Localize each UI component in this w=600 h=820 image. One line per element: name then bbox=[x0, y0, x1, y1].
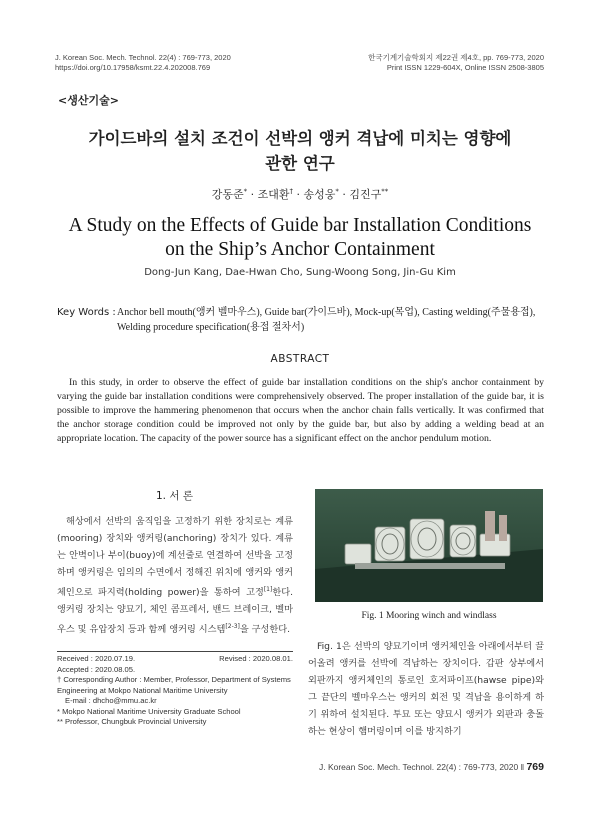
page-footer bbox=[319, 761, 544, 773]
english-title-line2: on the Ship’s Anchor Containment bbox=[165, 239, 435, 260]
footnote-divider bbox=[57, 651, 293, 652]
korean-authors bbox=[0, 186, 600, 202]
author-4-mark: ** bbox=[381, 187, 389, 196]
keywords bbox=[57, 305, 557, 335]
author-separator: · bbox=[338, 188, 350, 201]
intro-text-c: 을 구성한다. bbox=[239, 624, 291, 636]
received-date: Received : 2020.07.19. bbox=[57, 654, 136, 663]
author-separator: · bbox=[247, 188, 258, 201]
section-tag: <생산기술> bbox=[58, 94, 119, 107]
corresponding-author: † Corresponding Author : Member, Professor, Department of Systems Engineering at Mokpo National Maritime University bbox=[57, 675, 291, 695]
corresponding-email[interactable]: E-mail : dhcho@mmu.ac.kr bbox=[65, 696, 157, 705]
intro-text-b: 한다. 앵커링 장치는 양묘기, 체인 콤프레서, 밴드 브레이크, 벨마우스 및 유압장치 등과 함께 앵커링 시스템 bbox=[57, 587, 293, 636]
author-1-mark: * bbox=[243, 187, 248, 196]
figure-caption: Fig. 1 Mooring winch and windlass bbox=[361, 611, 497, 621]
mooring-winch-figure bbox=[315, 489, 543, 602]
english-title bbox=[40, 214, 560, 262]
affiliation-note-1: * Mokpo National Maritime University Graduate School bbox=[57, 706, 241, 716]
korean-title-line2: 관한 연구 bbox=[265, 154, 335, 173]
author-3: 송성웅 bbox=[303, 188, 336, 201]
introduction-paragraph bbox=[57, 513, 293, 638]
issn-line: Print ISSN 1229-604X, Online ISSN 2508-3805 bbox=[386, 63, 544, 72]
abstract-text: In this study, in order to observe the effect of guide bar installation conditions on the ship's anchor containment by varying the guide bar installation conditions were comprehensively observed. The proper installation of the guide bar, it is possible to improve the hammering phenomenon that occurs when the anchor chain falls vertically. It was confirmed that the anchor storage condition could be improved not only by the guide bar, but also by adding a welding bead at an appropriate location. The capacity of the power source has a significant effect on the anchor pendulum motion. bbox=[57, 377, 544, 444]
english-authors: Dong-Jun Kang, Dae-Hwan Cho, Sung-Woong Song, Jin-Gu Kim bbox=[144, 267, 456, 278]
body-paragraph-right: Fig. 1은 선박의 양묘기이며 앵커체인을 아래에서부터 끌어올려 앵커를 선박에 격납하는 장치이다. 갑판 상부에서 외판까지 앵커체인의 통로인 호저파이프(hawse pipe)와 그 끝단의 벨마우스는 앵커의 회전 및 격납을 용이하게 하기 위하여 설치된다. 투묘 또는 양묘시 앵커가 외판과 충돌하는 현상이 햄머링이며 이를 방지하기 bbox=[308, 641, 544, 737]
citation-ref-2-3[interactable]: [2-3] bbox=[225, 623, 240, 631]
revised-date: Revised : 2020.08.01. bbox=[219, 654, 293, 663]
intro-text-a: 해상에서 선박의 움직임을 고정하기 위한 장치로는 계류(mooring) 장치와 앵커링(anchoring) 장치가 있다. 계류는 안벽이나 부이(buoy)에 계선줄로 연결하여 선박을 고정하며 앵커링은 임의의 수면에서 정해진 위치에 앵커와 앵커체인으로 파지력(holding power)을 통하여 고정 bbox=[57, 516, 293, 599]
citation-ref-1[interactable]: [1] bbox=[263, 586, 273, 593]
affiliation-note-2: ** Professor, Chungbuk Provincial University bbox=[57, 717, 207, 726]
author-3-mark: * bbox=[335, 187, 339, 196]
footer-journal: J. Korean Soc. Mech. Technol. 22(4) : 769-773, 2020 ‖ bbox=[318, 762, 527, 772]
doi-link[interactable]: https://doi.org/10.17958/ksmt.22.4.202008.769 bbox=[55, 63, 211, 72]
accepted-date: Accepted : 2020.08.05. bbox=[57, 664, 136, 674]
journal-citation-header bbox=[55, 53, 231, 73]
author-4: 김진구 bbox=[349, 188, 382, 201]
abstract-heading: ABSTRACT bbox=[270, 353, 330, 365]
page-number: 769 bbox=[526, 761, 544, 773]
journal-issn-header bbox=[368, 53, 544, 73]
journal-citation: J. Korean Soc. Mech. Technol. 22(4) : 769-773, 2020 bbox=[55, 53, 231, 62]
korean-title bbox=[40, 126, 560, 176]
english-title-line1: A Study on the Effects of Guide bar Installation Conditions bbox=[68, 215, 532, 236]
footnotes bbox=[57, 654, 293, 728]
received-revised-row bbox=[57, 654, 293, 665]
keywords-text: Anchor bell mouth(앵커 벨마우스), Guide bar(가이드바), Mock-up(목업), Casting welding(주물용접), Welding procedure specification(용접 절차서) bbox=[117, 307, 536, 333]
author-2: 조대환 bbox=[257, 188, 290, 201]
author-separator: · bbox=[293, 188, 304, 201]
korean-title-line1: 가이드바의 설치 조건이 선박의 앵커 격납에 미치는 영향에 bbox=[88, 129, 512, 148]
author-2-mark: † bbox=[289, 187, 293, 196]
keywords-label: Key Words : bbox=[57, 307, 116, 318]
journal-korean-citation: 한국기계기술학회지 제22권 제4호, pp. 769-773, 2020 bbox=[368, 53, 544, 62]
section-1-heading: 1. 서 론 bbox=[156, 490, 193, 502]
author-1: 강동준 bbox=[211, 188, 244, 201]
